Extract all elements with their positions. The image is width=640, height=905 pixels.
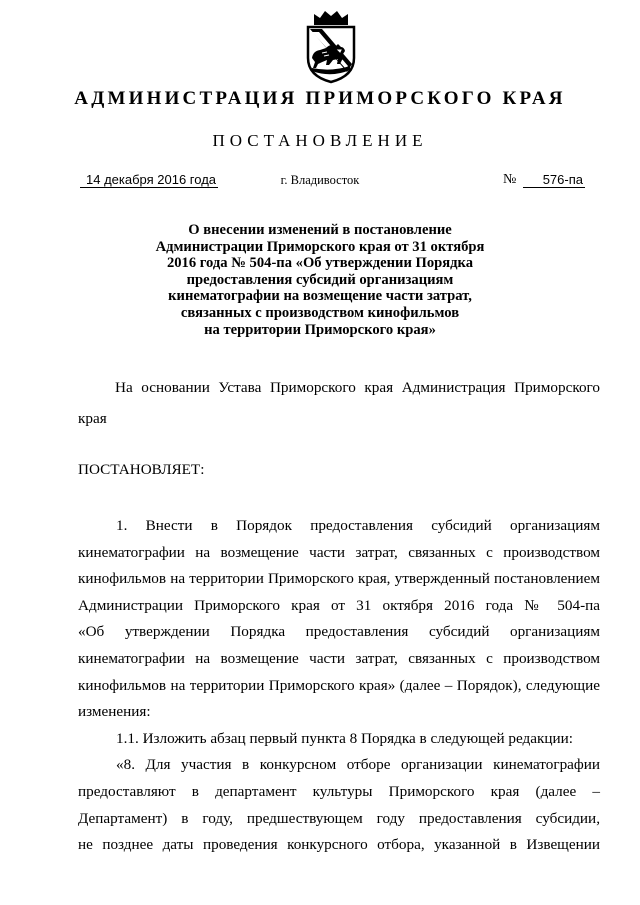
paragraph-line: кинофильмов на территории Приморского края» (далее – Порядок), следующие [78,676,600,694]
heading-line: Администрации Приморского края от 31 октября [155,238,485,255]
organization-title: АДМИНИСТРАЦИЯ ПРИМОРСКОГО КРАЯ [74,88,566,109]
document-type: ПОСТАНОВЛЕНИЕ [212,131,428,150]
paragraph-line: предоставляют в департамент культуры Приморского края (далее – [78,782,600,800]
paragraph-line: не позднее даты проведения конкурсного отбора, указанной в Извещении [78,836,600,854]
paragraph-line: Администрации Приморского края от 31 октября 2016 года № 504-па [78,596,600,614]
paragraph-line: 1.1. Изложить абзац первый пункта 8 Порядка в следующей редакции: [116,729,573,747]
basis-paragraph [78,372,600,434]
document-heading [100,222,540,338]
heading-line: связанных с производством кинофильмов [180,304,460,321]
paragraph-line: кинематографии на возмещение части затрат, связанных с производством [78,649,600,667]
paragraph-line: изменения: [78,703,151,721]
document-number: 576-па [523,172,585,188]
paragraph-line: На основании Устава Приморского края Администрация Приморского [115,379,600,396]
body-text [78,513,600,859]
document-city: г. Владивосток [280,173,360,187]
heading-line: предоставления субсидий организациям [186,271,454,288]
document-meta [0,170,640,192]
paragraph-line: 1. Внести в Порядок предоставления субсидий организациям [116,517,600,534]
paragraph-line: «Об утверждении Порядка предоставления субсидий организациям [78,623,600,641]
number-sign: № [503,172,517,187]
heading-line: О внесении изменений в постановление [188,222,452,238]
heading-line: на территории Приморского края» [204,321,436,338]
paragraph-line: края [78,410,107,427]
paragraph-line: «8. Для участия в конкурсном отборе организации кинематографии [116,756,600,774]
resolves-label: ПОСТАНОВЛЯЕТ: [78,461,205,478]
paragraph-line: Департамент) в году, предшествующем году предоставления субсидии, [78,809,600,827]
heading-line: 2016 года № 504-па «Об утверждении Порядка [166,255,474,272]
paragraph-line: кинофильмов на территории Приморского края, утвержденный постановлением [78,570,600,588]
heading-line: кинематографии на возмещение части затрат, [168,288,472,305]
document-date: 14 декабря 2016 года [80,172,218,188]
coat-of-arms-icon [300,8,362,84]
paragraph-line: кинематографии на возмещение части затрат, связанных с производством [78,543,600,561]
